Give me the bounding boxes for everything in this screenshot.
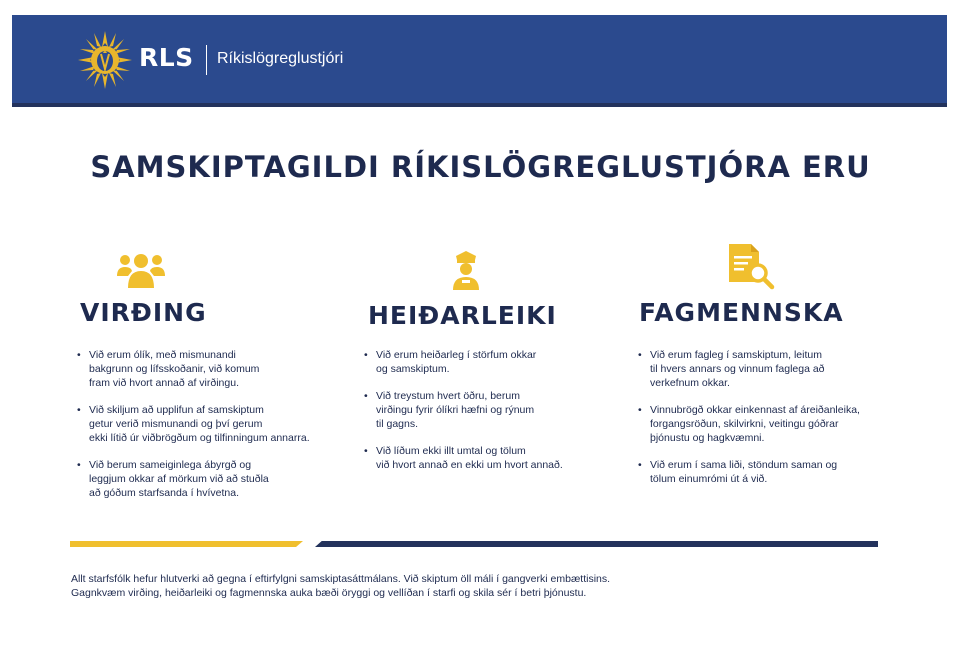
brand-divider xyxy=(206,45,207,75)
brand-abbreviation: RLS xyxy=(139,43,194,72)
navy-divider-bar xyxy=(315,541,878,547)
column-title-virding: VIRÐING xyxy=(80,298,207,327)
police-star-emblem-icon xyxy=(76,29,134,91)
list-item: • Við treystum hvert öðru, berum virðingu fyrir ólíkri hæfni og rýnum til gagns. xyxy=(364,389,624,431)
document-search-icon xyxy=(727,242,775,290)
organization-name: Ríkislögreglustjóri xyxy=(217,50,344,67)
people-group-icon xyxy=(116,250,166,290)
header-banner xyxy=(12,15,947,107)
list-item: • Við erum heiðarleg í störfum okkar og samskiptum. xyxy=(364,348,624,376)
list-item: • Vinnubrögð okkar einkennast af áreiðanleika, forgangsröðun, skilvirkni, veitingu góðrar þjónustu og hagkvæmni. xyxy=(638,403,908,445)
list-item: • Við erum í sama liði, stöndum saman og tölum einumrómi út á við. xyxy=(638,458,908,486)
column-title-heidarleiki: HEIÐARLEIKI xyxy=(368,301,557,330)
fagmennska-bullet-list xyxy=(638,348,908,499)
virding-bullet-list xyxy=(77,348,347,513)
footer-line-1: Allt starfsfólk hefur hlutverki að gegna í eftirfylgni samskiptasáttmálans. Við skiptum öll máli í gangverki embættisins. xyxy=(71,573,611,585)
footer-text xyxy=(71,572,891,600)
list-item: • Við erum fagleg í samskiptum, leitum til hvers annars og vinnum faglega að verkefnum okkar. xyxy=(638,348,908,390)
heidarleiki-bullet-list xyxy=(364,348,624,485)
police-officer-icon xyxy=(451,250,481,290)
page-title: SAMSKIPTAGILDI RÍKISLÖGREGLUSTJÓRA ERU xyxy=(90,150,871,184)
gold-divider-bar xyxy=(70,541,303,547)
list-item: • Við líðum ekki illt umtal og tölum við hvort annað en ekki um hvort annað. xyxy=(364,444,624,472)
list-item: • Við berum sameiginlega ábyrgð og leggjum okkar af mörkum við að stuðla að góðum starfsanda í hvívetna. xyxy=(77,458,347,500)
column-title-fagmennska: FAGMENNSKA xyxy=(639,298,844,327)
list-item: • Við erum ólík, með mismunandi bakgrunn og lífsskoðanir, við komum fram við hvort annað af virðingu. xyxy=(77,348,347,390)
footer-line-2: Gagnkvæm virðing, heiðarleiki og fagmennska auka bæði öryggi og vellíðan í starfi og skila sér í betri þjónustu. xyxy=(71,587,587,599)
list-item: • Við skiljum að upplifun af samskiptum getur verið mismunandi og því gerum ekki lítið úr viðbrögðum og tilfinningum annarra. xyxy=(77,403,347,445)
